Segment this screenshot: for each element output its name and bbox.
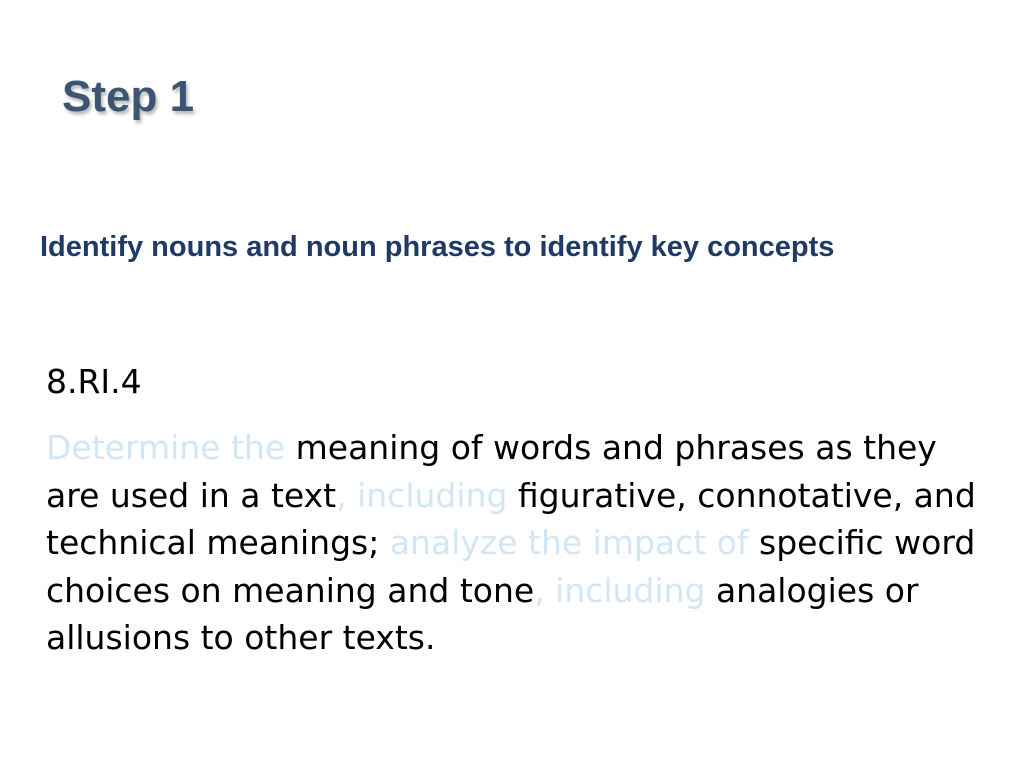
slide-subtitle: Identify nouns and noun phrases to identify key concepts [40, 231, 835, 263]
standard-text-segment: figurative, connotative, and technical meanings; [46, 475, 976, 562]
slide-title: Step 1 [62, 72, 195, 121]
standard-code: 8.RI.4 [46, 362, 142, 401]
standard-text-segment: , including [336, 475, 518, 515]
standard-text-segment: Determine the [46, 428, 286, 467]
standard-text-segment: analogies or allusions to other texts. [46, 570, 919, 657]
standard-text-segment: meaning of words and phrases as they are used in a text [46, 428, 937, 515]
standard-text-segment: analyze the impact of [389, 523, 749, 562]
standard-text-segment: specific word choices on meaning and tone [46, 523, 976, 610]
standard-text-segment: , including [534, 570, 706, 610]
standard-text [46, 424, 986, 662]
